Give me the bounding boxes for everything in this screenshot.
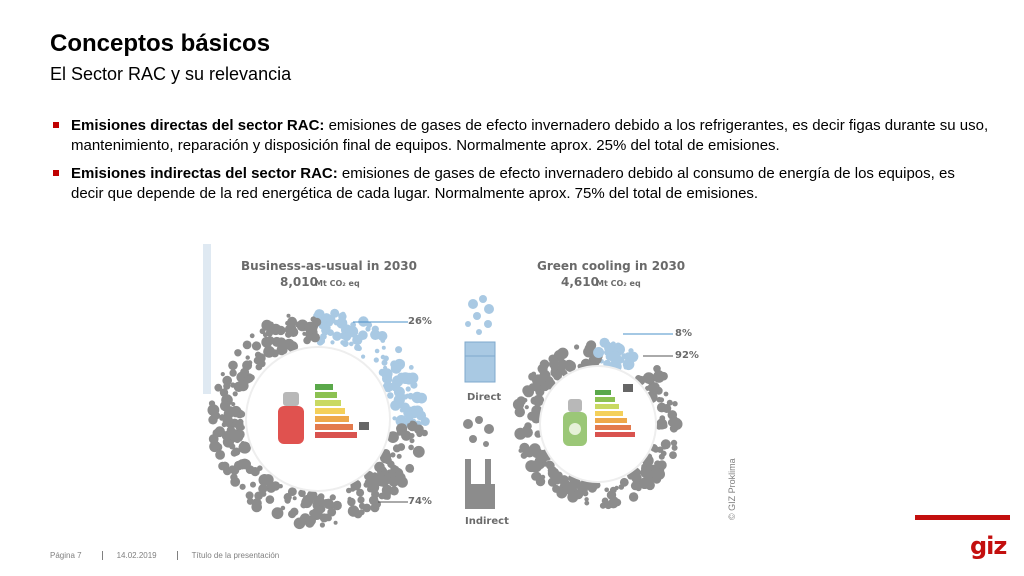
legend-direct-label: Direct: [467, 392, 502, 403]
indirect-bubble: [218, 462, 227, 471]
indirect-bubble: [250, 333, 255, 338]
direct-bubble: [386, 374, 392, 380]
indirect-bubble: [230, 474, 237, 481]
direct-bubble: [421, 417, 430, 426]
direct-bubble: [332, 332, 341, 341]
indirect-bubble: [313, 318, 322, 327]
green-center-circle: [540, 366, 656, 482]
indirect-bubble: [215, 426, 225, 436]
direct-bubble: [412, 406, 423, 417]
indirect-bubble: [293, 496, 297, 500]
direct-bubble: [361, 355, 365, 359]
indirect-bubble: [662, 445, 667, 450]
direct-bubble: [342, 340, 349, 347]
indirect-bubble: [235, 423, 243, 431]
bullet-marker-icon: [53, 122, 59, 128]
indirect-bubble: [644, 472, 650, 478]
indirect-bubble: [229, 369, 236, 376]
bau-direct-pct: 26%: [408, 316, 432, 327]
indirect-bubble: [310, 333, 320, 343]
direct-bubble: [393, 399, 402, 408]
indirect-bubble: [243, 341, 252, 350]
indirect-bubble: [582, 490, 588, 496]
direct-bubble: [615, 343, 621, 349]
indirect-bubble: [551, 474, 558, 481]
indirect-bubble: [525, 405, 529, 409]
bullet-direct-emissions: [50, 116, 990, 156]
indirect-bubble: [219, 414, 225, 420]
direct-bubble: [404, 417, 410, 423]
indirect-bubble: [555, 350, 563, 358]
indirect-bubble: [519, 443, 529, 453]
bullet-heading: Emisiones indirectas del sector RAC:: [71, 165, 338, 182]
indirect-bubble: [276, 337, 286, 347]
indirect-bubble: [302, 332, 306, 336]
direct-bubble: [375, 349, 380, 354]
indirect-bubble: [359, 503, 365, 509]
footer-date: 14.02.2019: [116, 551, 157, 560]
direct-bubble: [395, 346, 402, 353]
indirect-bubble: [379, 493, 386, 500]
direct-bubble: [349, 342, 354, 347]
direct-bubble: [595, 347, 603, 355]
indirect-bubble: [662, 404, 671, 413]
indirect-bubble: [650, 382, 660, 392]
bau-indirect-pct: 74%: [408, 496, 432, 507]
indirect-bubble: [656, 369, 660, 373]
indirect-bubble: [290, 508, 298, 516]
green-direct-pct: 8%: [675, 328, 692, 339]
indirect-bubble: [590, 341, 595, 346]
indirect-bubble: [229, 465, 236, 472]
indirect-bubble: [658, 376, 663, 381]
indirect-bubble: [534, 401, 539, 406]
indirect-bubble: [220, 401, 230, 411]
bau-title: Business-as-usual in 2030: [241, 259, 417, 273]
indirect-bubble: [401, 431, 411, 441]
indirect-bubble: [222, 376, 232, 386]
indirect-bubble: [610, 497, 618, 505]
indirect-bubble: [538, 364, 548, 374]
indirect-bubble: [231, 450, 238, 457]
indirect-bubble: [305, 518, 315, 528]
indirect-bubble: [272, 507, 284, 519]
indirect-bubble: [266, 495, 275, 504]
indirect-bubble: [357, 496, 364, 503]
indirect-bubble: [237, 459, 247, 469]
green-total: 4,610: [561, 275, 599, 289]
indirect-bubble: [531, 446, 539, 454]
footer-presentation-title: Título de la presentación: [191, 551, 280, 560]
indirect-bubble: [247, 498, 254, 505]
indirect-bubble: [263, 346, 275, 358]
indirect-bubble: [584, 501, 589, 506]
direct-bubble: [409, 365, 414, 370]
indirect-bubble: [256, 364, 263, 371]
indirect-bubble: [346, 488, 352, 494]
indirect-bubble: [515, 407, 525, 417]
indirect-bubble: [327, 508, 336, 517]
indirect-bubble: [521, 452, 528, 459]
indirect-bubble: [524, 390, 531, 397]
indirect-bubble: [330, 494, 336, 500]
indirect-bubble: [619, 484, 625, 490]
indirect-bubble: [287, 314, 291, 318]
indirect-bubble: [604, 488, 609, 493]
indirect-bubble: [657, 397, 663, 403]
indirect-bubble: [408, 445, 414, 451]
indirect-bubble: [421, 430, 428, 437]
indirect-bubble: [393, 444, 401, 452]
indirect-bubble: [261, 337, 272, 348]
indirect-bubble: [266, 329, 273, 336]
direct-bubble: [358, 330, 368, 340]
direct-bubble: [380, 338, 385, 343]
direct-bubble: [382, 346, 386, 350]
indirect-bubble: [561, 480, 570, 489]
direct-bubble: [400, 360, 405, 365]
indirect-bubble: [288, 490, 292, 494]
indirect-bubble: [523, 398, 527, 402]
indirect-bubble: [259, 474, 271, 486]
indirect-bubble: [320, 522, 325, 527]
indirect-bubble: [659, 454, 665, 460]
emissions-infographic: [203, 244, 713, 544]
indirect-bubble: [641, 376, 647, 382]
indirect-bubble: [672, 401, 677, 406]
direct-bubble: [406, 406, 410, 410]
bullet-marker-icon: [53, 170, 59, 176]
indirect-bubble: [414, 450, 419, 455]
indirect-bubble: [235, 432, 244, 441]
indirect-bubble: [364, 482, 370, 488]
green-title: Green cooling in 2030: [537, 259, 686, 273]
indirect-bubble: [524, 422, 532, 430]
indirect-bubble: [288, 343, 296, 351]
direct-bubble: [417, 397, 421, 401]
bau-unit: Mt CO₂ eq: [315, 279, 360, 288]
infographic-image: [203, 244, 713, 544]
indirect-bubble: [370, 496, 377, 503]
indirect-bubble: [533, 384, 541, 392]
indirect-bubble: [529, 461, 541, 473]
direct-bubble: [628, 352, 638, 362]
indirect-bubble: [246, 465, 255, 474]
direct-bubble: [342, 332, 351, 341]
indirect-bubble: [257, 465, 263, 471]
indirect-bubble: [221, 372, 225, 376]
indirect-bubble: [226, 421, 233, 428]
indirect-bubble: [215, 450, 225, 460]
footer-page: Página 7: [50, 551, 82, 560]
indirect-bubble: [211, 437, 218, 444]
page-title: Conceptos básicos: [50, 30, 271, 57]
direct-bubble: [374, 357, 379, 362]
indirect-bubble: [244, 376, 252, 384]
indirect-bubble: [645, 481, 655, 491]
indirect-bubble: [574, 344, 579, 349]
indirect-bubble: [239, 442, 251, 454]
indirect-bubble: [672, 445, 678, 451]
indirect-bubble: [284, 497, 290, 503]
indirect-bubble: [631, 481, 640, 490]
indirect-bubble: [669, 451, 677, 459]
indirect-bubble: [303, 337, 311, 345]
indirect-bubble: [214, 384, 222, 392]
direct-bubble: [387, 392, 394, 399]
indirect-bubble: [536, 477, 545, 486]
giz-logo: giz: [970, 532, 1007, 560]
indirect-bubble: [368, 474, 378, 484]
indirect-bubble: [246, 355, 250, 359]
indirect-bubble: [209, 411, 213, 415]
indirect-bubble: [656, 419, 667, 430]
photo-credit: © GIZ Proklima: [727, 458, 737, 520]
indirect-bubble: [385, 494, 391, 500]
indirect-bubble: [252, 341, 261, 350]
direct-bubble: [333, 313, 338, 318]
indirect-bubble: [629, 492, 638, 501]
indirect-bubble: [564, 360, 574, 370]
indirect-bubble: [356, 489, 364, 497]
indirect-bubble: [301, 497, 312, 508]
direct-bubble: [381, 355, 386, 360]
direct-bubble: [391, 363, 402, 374]
page-subtitle: El Sector RAC y su relevancia: [50, 64, 292, 84]
indirect-bubble: [408, 467, 414, 473]
direct-bubble: [406, 386, 411, 391]
indirect-bubble: [228, 361, 238, 371]
indirect-bubble: [654, 469, 665, 480]
indirect-bubble: [382, 475, 391, 484]
indirect-bubble: [250, 482, 256, 488]
green-indirect-pct: 92%: [675, 350, 699, 361]
indirect-bubble: [317, 505, 323, 511]
bau-total: 8,010: [280, 275, 318, 289]
footer-separator: [177, 551, 178, 560]
indirect-bubble: [209, 400, 215, 406]
indirect-bubble: [552, 485, 560, 493]
indirect-bubble: [276, 326, 285, 335]
indirect-bubble: [560, 488, 568, 496]
indirect-bubble: [397, 454, 402, 459]
indirect-bubble: [233, 391, 238, 396]
indirect-bubble: [323, 499, 330, 506]
indirect-bubble: [334, 521, 338, 525]
direct-bubble: [403, 373, 415, 385]
indirect-bubble: [234, 349, 241, 356]
indirect-bubble: [573, 489, 583, 499]
bullet-indirect-emissions: [50, 164, 990, 204]
footer: [50, 551, 279, 560]
indirect-bubble: [285, 331, 292, 338]
direct-bubble: [330, 340, 334, 344]
direct-bubble: [392, 375, 403, 386]
direct-bubble: [357, 346, 362, 351]
footer-separator: [102, 551, 103, 560]
accent-bar: [915, 515, 1010, 520]
legend-indirect-label: Indirect: [465, 516, 509, 527]
indirect-bubble: [610, 487, 617, 494]
green-unit: Mt CO₂ eq: [596, 279, 641, 288]
bullet-list: [50, 116, 990, 212]
indirect-bubble: [248, 360, 253, 365]
bullet-text: emisiones de gases de efecto invernadero debido al consumo de energía de los equipos, es decir que depende de la red energética de cada lugar. Normalmente aprox. 75% del total de emisiones.: [71, 165, 955, 202]
indirect-bubble: [351, 506, 357, 512]
indirect-bubble: [261, 491, 267, 497]
direct-bubble: [327, 320, 332, 325]
indirect-bubble: [671, 418, 683, 430]
direct-bubble: [382, 360, 388, 366]
direct-bubble: [609, 351, 621, 363]
indirect-bubble: [240, 484, 246, 490]
indirect-bubble: [294, 518, 306, 530]
direct-bubble: [624, 365, 628, 369]
bullet-text: emisiones de gases de efecto invernadero debido a los refrigerantes, es decir figas durante su uso, mantenimiento, reparación y disposición final de equipos. Normalmente aprox. 25% del total de emisiones.: [71, 117, 989, 154]
direct-bubble: [341, 312, 346, 317]
indirect-bubble: [664, 392, 669, 397]
indirect-bubble: [309, 510, 316, 517]
bullet-heading: Emisiones directas del sector RAC:: [71, 117, 325, 134]
indirect-bubble: [348, 497, 352, 501]
indirect-bubble: [329, 502, 335, 508]
